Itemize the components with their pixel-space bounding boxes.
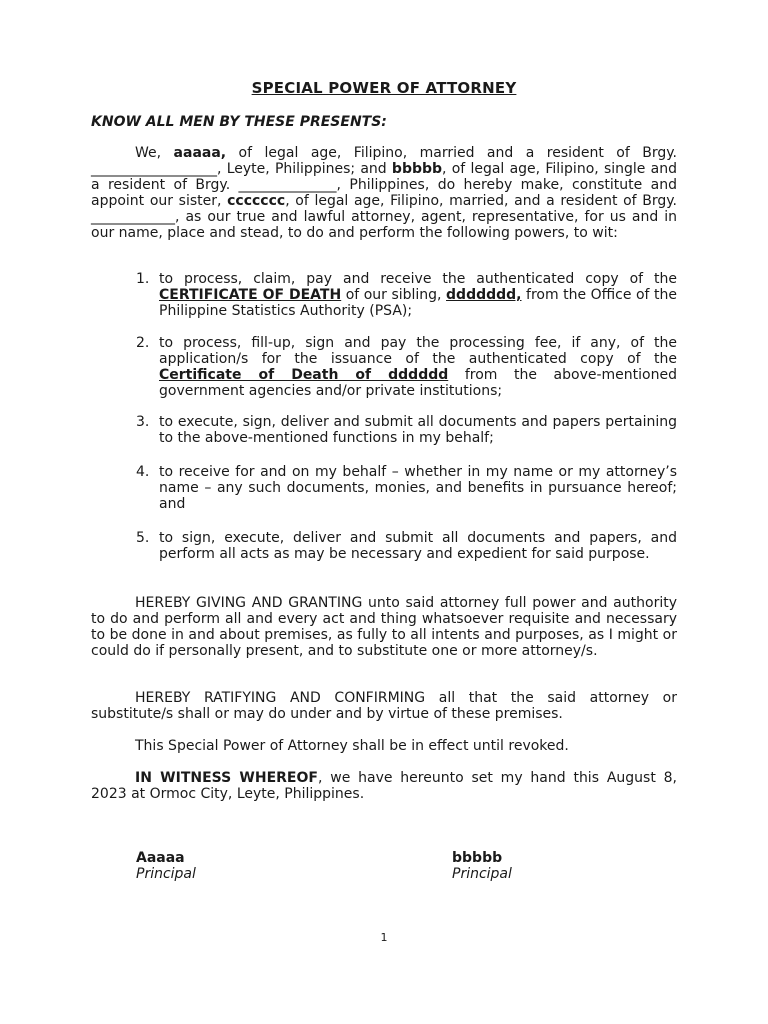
signatory-name: Aaaaa (136, 850, 185, 866)
list-item-text: to receive for and on my behalf – whether in my name or my attorney’s name – any such documents, monies, and benefits in pursuance hereof; and (159, 464, 677, 512)
item-text: to process, claim, pay and receive the authenticated copy of the (159, 271, 677, 287)
signatory-role: Principal (136, 866, 196, 882)
list-item-number: 1. (136, 271, 150, 287)
page-number: 1 (380, 931, 388, 944)
witness-paragraph (91, 770, 677, 802)
sibling-name: ddddddd, (446, 287, 522, 303)
list-item-number: 3. (136, 414, 150, 430)
list-item-text (159, 335, 677, 399)
signature-block (452, 850, 512, 882)
signatory-role: Principal (452, 866, 512, 882)
list-item-number: 5. (136, 530, 150, 546)
witness-text: , we have hereunto set my hand this August 8, 2023 at Ormoc City, Leyte, Philippines. (91, 770, 677, 802)
giving-granting-paragraph: HEREBY GIVING AND GRANTING unto said attorney full power and authority to do and perform all and every act and thing whatsoever requisite and necessary to be done in and about premises, as fully to all intents and purposes, as I might or could do if personally present, and to substitute one or more attorney/s. (91, 595, 677, 659)
ratifying-paragraph: HEREBY RATIFYING AND CONFIRMING all that the said attorney or substitute/s shall or may do under and by virtue of these premises. (91, 690, 677, 722)
intro-paragraph (91, 145, 677, 241)
principal-1-name: aaaaa, (173, 145, 227, 161)
principal-2-name: bbbbb (391, 161, 443, 177)
attorney-name: ccccccc (227, 193, 286, 209)
signatory-name: bbbbb (452, 850, 503, 866)
intro-text: of legal age, Filipino, married and a resident of Brgy. __________________, Leyte, Philippines; and (91, 145, 677, 177)
list-item (136, 414, 677, 446)
list-item-number: 4. (136, 464, 150, 480)
certificate-of-death-term: Certificate of Death of dddddd (159, 367, 449, 383)
list-item (136, 464, 677, 512)
list-item-text: to execute, sign, deliver and submit all documents and papers pertaining to the above-mentioned functions in my behalf; (159, 414, 677, 446)
intro-text: , of legal age, Filipino, married, and a resident of Brgy. ____________, as our true and lawful attorney, agent, representative, for us and in our name, place and stead, to do and perform the following powers, to wit: (91, 193, 677, 241)
effect-paragraph: This Special Power of Attorney shall be in effect until revoked. (135, 738, 569, 754)
item-text: from the above-mentioned government agencies and/or private institutions; (159, 367, 677, 399)
list-item (136, 335, 677, 399)
certificate-of-death-term: CERTIFICATE OF DEATH (159, 287, 342, 303)
witness-heading: IN WITNESS WHEREOF (135, 770, 318, 786)
document-title: SPECIAL POWER OF ATTORNEY (251, 79, 517, 97)
signature-block (136, 850, 196, 882)
item-text: to process, fill-up, sign and pay the processing fee, if any, of the application/s for the issuance of the authenticated copy of the (159, 335, 677, 367)
list-item (136, 530, 677, 562)
list-item-number: 2. (136, 335, 150, 351)
intro-text: , of legal age, Filipino, single and a resident of Brgy. ______________, Philippines, do hereby make, constitute and appoint our sister, (91, 161, 677, 209)
list-item-text (159, 271, 677, 319)
list-item-text: to sign, execute, deliver and submit all documents and papers, and perform all acts as may be necessary and expedient for said purpose. (159, 530, 677, 562)
list-item (136, 271, 677, 319)
item-text: from the Office of the Philippine Statistics Authority (PSA); (159, 287, 677, 319)
item-text: of our sibling, (341, 287, 447, 303)
intro-text: We, (135, 145, 174, 161)
heading-know-all-men: KNOW ALL MEN BY THESE PRESENTS: (91, 114, 387, 130)
